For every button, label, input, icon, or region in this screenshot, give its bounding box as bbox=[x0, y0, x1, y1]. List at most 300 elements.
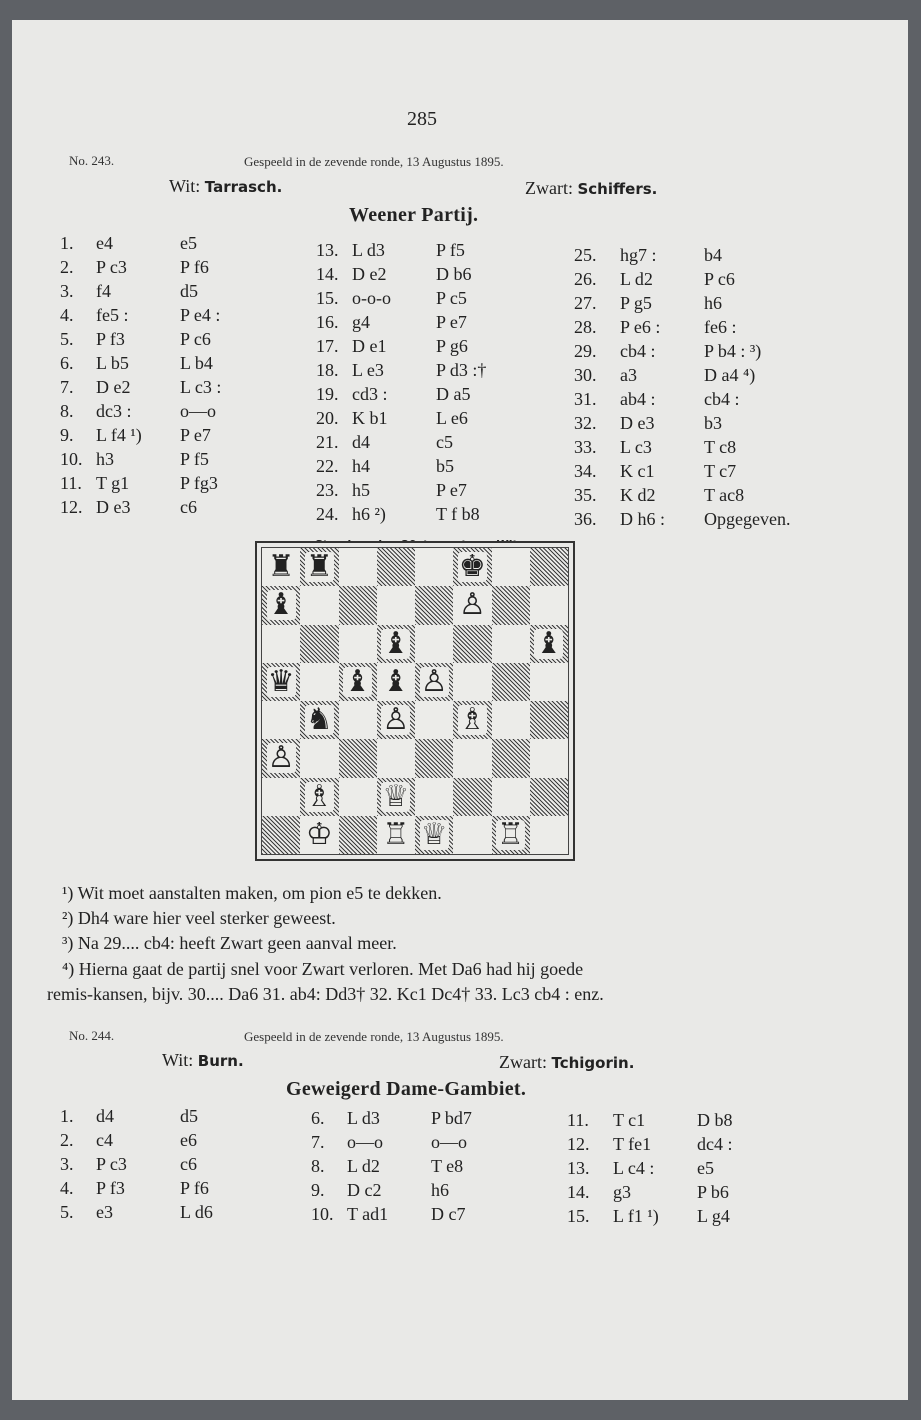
move-number: 34. bbox=[574, 461, 597, 481]
black-move: T e8 bbox=[431, 1156, 464, 1176]
white-move: L e3 bbox=[352, 360, 384, 380]
black-move: P g6 bbox=[436, 336, 468, 356]
footnote-4-cont: remis-kansen, bijv. 30.... Da6 31. ab4: Dd3† 32. Kc1 Dc4† 33. Lc3 cb4 : enz. bbox=[47, 984, 604, 1004]
black-move: e5 bbox=[180, 233, 197, 253]
move-row bbox=[567, 1180, 787, 1204]
move-row bbox=[574, 435, 794, 459]
white-move: o-o-o bbox=[352, 288, 391, 308]
white-move: P e6 : bbox=[620, 317, 661, 337]
game2-moves-column-3 bbox=[567, 1108, 787, 1228]
black-player bbox=[525, 178, 657, 199]
black-move: o—o bbox=[431, 1132, 467, 1152]
white-name: Burn. bbox=[197, 1052, 244, 1070]
black-move: b3 bbox=[704, 413, 722, 433]
move-row bbox=[60, 471, 270, 495]
board-square bbox=[339, 739, 377, 777]
board-square bbox=[262, 778, 300, 816]
chess-piece: ♝ bbox=[382, 625, 410, 661]
black-name: Schiffers. bbox=[577, 180, 658, 198]
white-label: Wit: bbox=[162, 1050, 194, 1070]
white-move: e4 bbox=[96, 233, 113, 253]
game2-moves-column-2 bbox=[311, 1106, 531, 1226]
chess-piece: ♗ bbox=[458, 702, 486, 738]
board-square bbox=[492, 663, 530, 701]
white-move: D e1 bbox=[352, 336, 387, 356]
board-square bbox=[262, 739, 300, 777]
game-number: No. 243. bbox=[69, 153, 115, 168]
chess-piece: ♞ bbox=[305, 702, 333, 738]
move-number: 19. bbox=[316, 384, 339, 404]
game2-played-info: Gespeeld in de zevende ronde, 13 Augustus 1895. bbox=[244, 1029, 504, 1044]
black-move: c6 bbox=[180, 497, 197, 517]
move-number: 27. bbox=[574, 293, 597, 313]
board-square bbox=[262, 548, 300, 586]
move-number: 12. bbox=[60, 497, 83, 517]
move-row bbox=[316, 310, 536, 334]
move-row bbox=[574, 243, 794, 267]
move-row bbox=[574, 507, 794, 531]
move-row bbox=[60, 423, 270, 447]
move-row bbox=[567, 1132, 787, 1156]
board-square bbox=[492, 778, 530, 816]
move-number: 20. bbox=[316, 408, 339, 428]
move-number: 3. bbox=[60, 281, 74, 301]
board-square bbox=[453, 663, 491, 701]
white-move: a3 bbox=[620, 365, 637, 385]
white-move: L f4 ¹) bbox=[96, 425, 142, 445]
board-square bbox=[415, 548, 453, 586]
move-number: 9. bbox=[60, 425, 74, 445]
move-row bbox=[311, 1154, 531, 1178]
white-move: c4 bbox=[96, 1130, 113, 1150]
move-number: 12. bbox=[567, 1134, 590, 1154]
black-move: T c7 bbox=[704, 461, 737, 481]
board-square bbox=[377, 701, 415, 739]
white-move: K c1 bbox=[620, 461, 655, 481]
move-row bbox=[316, 238, 536, 262]
black-move: b5 bbox=[436, 456, 454, 476]
move-number: 8. bbox=[311, 1156, 325, 1176]
white-move: L c3 bbox=[620, 437, 652, 457]
board-square bbox=[453, 625, 491, 663]
move-number: 24. bbox=[316, 504, 339, 524]
move-row bbox=[316, 382, 536, 406]
board-square bbox=[453, 701, 491, 739]
board-square bbox=[377, 816, 415, 854]
white-move: D e2 bbox=[96, 377, 131, 397]
move-row bbox=[574, 315, 794, 339]
chess-piece: ♙ bbox=[458, 587, 486, 623]
white-move: L f1 ¹) bbox=[613, 1206, 659, 1226]
opening-title: Weener Partij. bbox=[349, 204, 479, 226]
move-row bbox=[60, 1128, 270, 1152]
move-number: 6. bbox=[311, 1108, 325, 1128]
white-move: D e3 bbox=[620, 413, 655, 433]
white-move: K d2 bbox=[620, 485, 656, 505]
white-move: ab4 : bbox=[620, 389, 656, 409]
white-move: h3 bbox=[96, 449, 114, 469]
board-square bbox=[300, 816, 338, 854]
black-move: P f5 bbox=[436, 240, 465, 260]
move-number: 23. bbox=[316, 480, 339, 500]
board-square bbox=[300, 663, 338, 701]
board-square bbox=[339, 586, 377, 624]
black-move: P f6 bbox=[180, 257, 209, 277]
move-row bbox=[60, 351, 270, 375]
move-number: 1. bbox=[60, 1106, 74, 1126]
move-number: 2. bbox=[60, 257, 74, 277]
board-square bbox=[453, 739, 491, 777]
white-move: P f3 bbox=[96, 1178, 125, 1198]
footnote-2: ²) Dh4 ware hier veel sterker geweest. bbox=[62, 908, 336, 928]
white-move: fe5 : bbox=[96, 305, 129, 325]
board-square bbox=[339, 625, 377, 663]
move-row bbox=[316, 406, 536, 430]
move-row bbox=[60, 231, 270, 255]
white-move: L d3 bbox=[352, 240, 385, 260]
board-square bbox=[339, 778, 377, 816]
move-row bbox=[316, 454, 536, 478]
black-move: D b8 bbox=[697, 1110, 733, 1130]
move-number: 15. bbox=[567, 1206, 590, 1226]
board-square bbox=[262, 586, 300, 624]
moves-column-3 bbox=[574, 243, 794, 531]
white-move: o—o bbox=[347, 1132, 383, 1152]
move-row bbox=[311, 1106, 531, 1130]
white-move: T ad1 bbox=[347, 1204, 389, 1224]
chess-piece: ♝ bbox=[267, 587, 295, 623]
black-move: D a4 ⁴) bbox=[704, 365, 756, 385]
move-row bbox=[574, 459, 794, 483]
move-row bbox=[567, 1156, 787, 1180]
board-square bbox=[492, 625, 530, 663]
move-row bbox=[311, 1178, 531, 1202]
move-row bbox=[316, 502, 536, 526]
move-number: 14. bbox=[316, 264, 339, 284]
board-square bbox=[262, 625, 300, 663]
board-square bbox=[415, 816, 453, 854]
move-row bbox=[60, 375, 270, 399]
move-number: 35. bbox=[574, 485, 597, 505]
move-number: 17. bbox=[316, 336, 339, 356]
white-name: Tarrasch. bbox=[204, 178, 283, 196]
black-move: fe6 : bbox=[704, 317, 737, 337]
board-square bbox=[415, 701, 453, 739]
move-row bbox=[574, 411, 794, 435]
white-move: D e2 bbox=[352, 264, 387, 284]
chess-piece: ♖ bbox=[382, 816, 410, 852]
move-number: 18. bbox=[316, 360, 339, 380]
page-number: 285 bbox=[407, 108, 437, 130]
board-square bbox=[453, 816, 491, 854]
move-number: 7. bbox=[60, 377, 74, 397]
move-number: 30. bbox=[574, 365, 597, 385]
move-number: 13. bbox=[316, 240, 339, 260]
move-number: 21. bbox=[316, 432, 339, 452]
white-move: L d2 bbox=[347, 1156, 380, 1176]
white-move: P g5 bbox=[620, 293, 652, 313]
chess-piece: ♝ bbox=[535, 625, 563, 661]
chess-piece: ♜ bbox=[305, 549, 333, 585]
board-square bbox=[262, 663, 300, 701]
black-move: T ac8 bbox=[704, 485, 745, 505]
move-row bbox=[60, 1176, 270, 1200]
board-square bbox=[300, 778, 338, 816]
move-row bbox=[574, 483, 794, 507]
move-row bbox=[574, 387, 794, 411]
moves-column-1 bbox=[60, 231, 270, 519]
footnote-4: ⁴) Hierna gaat de partij snel voor Zwart verloren. Met Da6 had hij goede bbox=[62, 959, 584, 979]
move-row bbox=[567, 1204, 787, 1228]
board-square bbox=[530, 778, 568, 816]
move-number: 5. bbox=[60, 1202, 74, 1222]
move-row bbox=[60, 1104, 270, 1128]
board-square bbox=[339, 701, 377, 739]
board-square bbox=[262, 701, 300, 739]
white-move: D c2 bbox=[347, 1180, 382, 1200]
white-move: g4 bbox=[352, 312, 370, 332]
move-row bbox=[567, 1108, 787, 1132]
move-number: 16. bbox=[316, 312, 339, 332]
black-move: b4 bbox=[704, 245, 722, 265]
move-row bbox=[316, 358, 536, 382]
move-row bbox=[60, 255, 270, 279]
board-square bbox=[415, 586, 453, 624]
black-name: Tchigorin. bbox=[551, 1054, 635, 1072]
move-number: 9. bbox=[311, 1180, 325, 1200]
move-row bbox=[311, 1202, 531, 1226]
black-move: h6 bbox=[704, 293, 722, 313]
black-move: c6 bbox=[180, 1154, 197, 1174]
move-row bbox=[311, 1130, 531, 1154]
black-label: Zwart: bbox=[525, 178, 573, 198]
game2-moves-column-1 bbox=[60, 1104, 270, 1224]
black-move: P fg3 bbox=[180, 473, 218, 493]
black-move: L e6 bbox=[436, 408, 468, 428]
white-player bbox=[169, 176, 282, 197]
move-row bbox=[316, 478, 536, 502]
chess-piece: ♝ bbox=[382, 663, 410, 699]
board-square bbox=[530, 701, 568, 739]
black-move: d5 bbox=[180, 281, 198, 301]
board-square bbox=[300, 625, 338, 663]
move-number: 33. bbox=[574, 437, 597, 457]
move-number: 8. bbox=[60, 401, 74, 421]
move-number: 1. bbox=[60, 233, 74, 253]
move-number: 22. bbox=[316, 456, 339, 476]
black-move: P b4 : ³) bbox=[704, 341, 762, 361]
white-move: dc3 : bbox=[96, 401, 132, 421]
game2-white-player bbox=[162, 1050, 244, 1071]
board-square bbox=[530, 586, 568, 624]
black-move: c5 bbox=[436, 432, 453, 452]
move-row bbox=[574, 363, 794, 387]
board-square bbox=[492, 586, 530, 624]
white-move: T g1 bbox=[96, 473, 130, 493]
chess-piece: ♝ bbox=[344, 663, 372, 699]
black-move: P f6 bbox=[180, 1178, 209, 1198]
move-number: 36. bbox=[574, 509, 597, 529]
white-move: g3 bbox=[613, 1182, 631, 1202]
board-square bbox=[453, 548, 491, 586]
board-square bbox=[530, 663, 568, 701]
white-move: P c3 bbox=[96, 257, 127, 277]
white-move: cd3 : bbox=[352, 384, 388, 404]
chess-piece: ♛ bbox=[267, 663, 295, 699]
chess-piece: ♖ bbox=[497, 816, 525, 852]
black-move: P c6 bbox=[180, 329, 211, 349]
move-row bbox=[574, 267, 794, 291]
move-row bbox=[316, 262, 536, 286]
black-move: P e4 : bbox=[180, 305, 221, 325]
board-square bbox=[453, 778, 491, 816]
board-square bbox=[262, 816, 300, 854]
move-number: 14. bbox=[567, 1182, 590, 1202]
black-move: D c7 bbox=[431, 1204, 466, 1224]
chess-piece: ♕ bbox=[382, 778, 410, 814]
white-move: e3 bbox=[96, 1202, 113, 1222]
board-square bbox=[377, 663, 415, 701]
black-move: dc4 : bbox=[697, 1134, 733, 1154]
board-square bbox=[300, 586, 338, 624]
black-move: P c6 bbox=[704, 269, 735, 289]
board-square bbox=[492, 701, 530, 739]
move-number: 29. bbox=[574, 341, 597, 361]
chess-board bbox=[261, 547, 569, 855]
board-square bbox=[377, 586, 415, 624]
black-move: T c8 bbox=[704, 437, 737, 457]
move-row bbox=[60, 279, 270, 303]
white-move: P f3 bbox=[96, 329, 125, 349]
board-square bbox=[492, 816, 530, 854]
move-number: 10. bbox=[60, 449, 83, 469]
white-move: hg7 : bbox=[620, 245, 657, 265]
black-move: P e7 bbox=[180, 425, 211, 445]
board-square bbox=[530, 625, 568, 663]
black-move: P f5 bbox=[180, 449, 209, 469]
board-square bbox=[377, 625, 415, 663]
move-row bbox=[316, 430, 536, 454]
move-number: 25. bbox=[574, 245, 597, 265]
chess-piece: ♔ bbox=[305, 816, 333, 852]
move-row bbox=[316, 286, 536, 310]
move-number: 2. bbox=[60, 1130, 74, 1150]
white-move: P c3 bbox=[96, 1154, 127, 1174]
board-square bbox=[492, 739, 530, 777]
chess-piece: ♜ bbox=[267, 549, 295, 585]
board-square bbox=[377, 778, 415, 816]
white-move: h5 bbox=[352, 480, 370, 500]
black-move: T f b8 bbox=[436, 504, 480, 524]
white-move: K b1 bbox=[352, 408, 388, 428]
white-move: d4 bbox=[96, 1106, 114, 1126]
footnote-1: ¹) Wit moet aanstalten maken, om pion e5 te dekken. bbox=[62, 883, 442, 903]
move-row bbox=[60, 495, 270, 519]
white-move: L d2 bbox=[620, 269, 653, 289]
black-move: e5 bbox=[697, 1158, 714, 1178]
move-row bbox=[574, 339, 794, 363]
move-number: 4. bbox=[60, 1178, 74, 1198]
move-number: 4. bbox=[60, 305, 74, 325]
board-square bbox=[492, 548, 530, 586]
black-move: Opgegeven. bbox=[704, 509, 791, 529]
white-move: L c4 : bbox=[613, 1158, 655, 1178]
chess-piece: ♗ bbox=[305, 778, 333, 814]
move-number: 11. bbox=[60, 473, 82, 493]
black-move: o—o bbox=[180, 401, 216, 421]
move-row bbox=[60, 303, 270, 327]
black-move: P d3 :† bbox=[436, 360, 487, 380]
move-number: 13. bbox=[567, 1158, 590, 1178]
black-move: L g4 bbox=[697, 1206, 730, 1226]
black-move: P bd7 bbox=[431, 1108, 472, 1128]
black-move: cb4 : bbox=[704, 389, 740, 409]
board-square bbox=[415, 739, 453, 777]
move-number: 3. bbox=[60, 1154, 74, 1174]
white-move: h6 ²) bbox=[352, 504, 386, 524]
move-row bbox=[316, 334, 536, 358]
move-number: 31. bbox=[574, 389, 597, 409]
black-move: P e7 bbox=[436, 480, 467, 500]
move-row bbox=[60, 447, 270, 471]
white-move: h4 bbox=[352, 456, 370, 476]
black-move: P e7 bbox=[436, 312, 467, 332]
white-move: L d3 bbox=[347, 1108, 380, 1128]
move-row bbox=[60, 327, 270, 351]
board-square bbox=[300, 548, 338, 586]
move-number: 7. bbox=[311, 1132, 325, 1152]
white-move: cb4 : bbox=[620, 341, 656, 361]
black-move: e6 bbox=[180, 1130, 197, 1150]
board-square bbox=[530, 739, 568, 777]
chess-piece: ♙ bbox=[420, 663, 448, 699]
board-square bbox=[377, 548, 415, 586]
board-square bbox=[339, 548, 377, 586]
black-move: L c3 : bbox=[180, 377, 222, 397]
black-move: D b6 bbox=[436, 264, 472, 284]
board-square bbox=[339, 663, 377, 701]
black-move: L b4 bbox=[180, 353, 213, 373]
move-number: 10. bbox=[311, 1204, 334, 1224]
game2-number: No. 244. bbox=[69, 1028, 115, 1043]
chess-piece: ♙ bbox=[382, 702, 410, 738]
move-row bbox=[60, 399, 270, 423]
board-square bbox=[377, 739, 415, 777]
black-move: h6 bbox=[431, 1180, 449, 1200]
move-number: 5. bbox=[60, 329, 74, 349]
move-row bbox=[574, 291, 794, 315]
board-square bbox=[415, 663, 453, 701]
board-square bbox=[415, 625, 453, 663]
chess-diagram bbox=[255, 541, 575, 861]
board-square bbox=[530, 816, 568, 854]
white-move: f4 bbox=[96, 281, 111, 301]
chess-piece: ♕ bbox=[420, 816, 448, 852]
white-move: D e3 bbox=[96, 497, 131, 517]
board-square bbox=[300, 701, 338, 739]
move-row bbox=[60, 1152, 270, 1176]
board-square bbox=[530, 548, 568, 586]
white-move: T c1 bbox=[613, 1110, 646, 1130]
footnote-3: ³) Na 29.... cb4: heeft Zwart geen aanval meer. bbox=[62, 933, 397, 953]
board-square bbox=[453, 586, 491, 624]
move-number: 26. bbox=[574, 269, 597, 289]
chess-piece: ♚ bbox=[458, 549, 486, 585]
game2-opening-title: Geweigerd Dame-Gambiet. bbox=[286, 1078, 527, 1100]
move-number: 6. bbox=[60, 353, 74, 373]
move-row bbox=[60, 1200, 270, 1224]
board-square bbox=[300, 739, 338, 777]
